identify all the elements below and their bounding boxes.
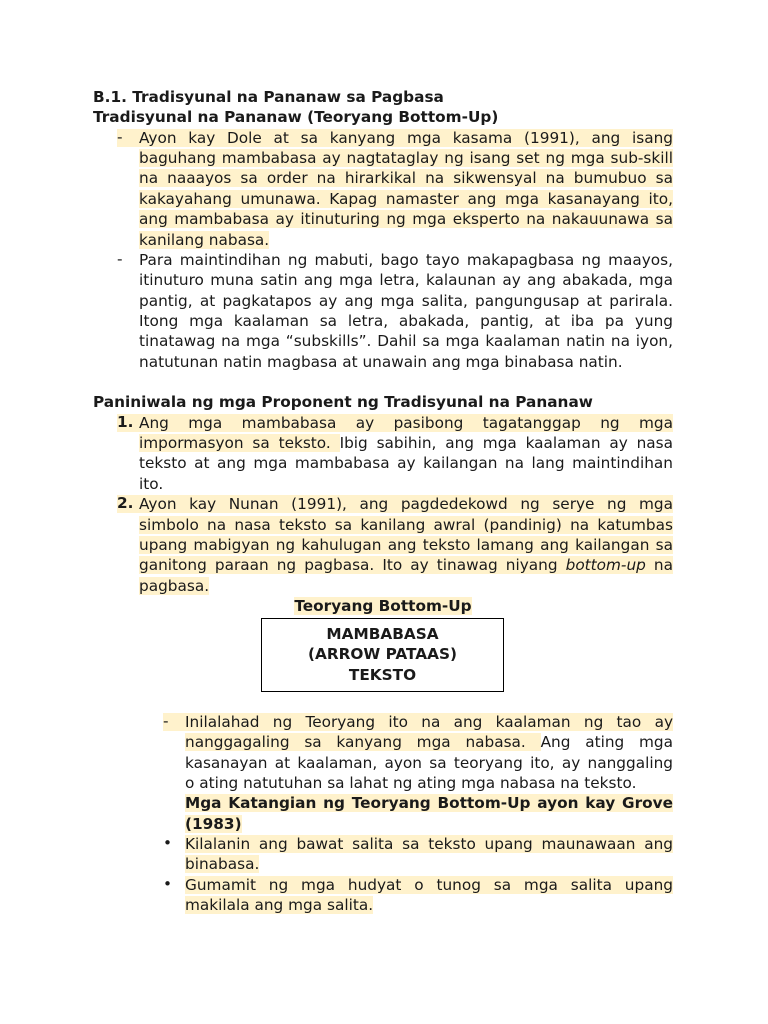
highlighted-text: nanggagaling sa kanyang mga nabasa.	[185, 733, 541, 752]
text-line	[139, 270, 673, 290]
body-text: Itong mga kaalaman sa letra, abakada, pantig, at iba pa yung	[139, 311, 673, 330]
numbered-list	[93, 413, 673, 596]
list-item	[163, 874, 673, 916]
text-line	[139, 555, 673, 575]
text-line	[185, 773, 673, 793]
highlighted-text: ganitong paraan ng pagbasa. Ito ay tinawag niyang	[139, 556, 566, 575]
text-line	[139, 515, 673, 535]
text-line	[139, 168, 673, 188]
text-line	[139, 209, 673, 229]
highlighted-text: ang mambabasa ay itinuturing ng mga eksperto na nakauunawa sa	[139, 210, 673, 229]
dash-marker: -	[117, 129, 139, 147]
highlighted-text: na	[645, 556, 673, 575]
text-line	[185, 793, 673, 813]
text-line	[139, 494, 673, 514]
text-line	[139, 453, 673, 473]
blank-line	[93, 372, 673, 392]
list-item	[163, 712, 673, 793]
text-line	[139, 148, 673, 168]
dash-list	[93, 128, 673, 372]
list-number: 1.	[117, 414, 139, 432]
body-text: tinatawag na mga “subskills”. Dahil sa mga kaalaman natin na iyon,	[139, 332, 673, 351]
highlighted-text: kakayahang umunawa. Kapag namaster ang mga kasanayang ito,	[139, 189, 673, 208]
list-item	[117, 250, 673, 372]
text-line	[185, 814, 673, 834]
text-line	[139, 576, 673, 596]
bullet-marker: •	[163, 834, 173, 853]
text-line	[139, 352, 673, 372]
list-item	[117, 413, 673, 494]
diagram-title	[93, 596, 673, 616]
body-text: Ang ating mga	[540, 733, 673, 752]
body-text: teksto at ang mga mambabasa ay kailangan na lang maintindihan	[139, 454, 673, 473]
dash-marker: -	[117, 250, 123, 269]
highlighted-text: makilala ang mga salita.	[185, 896, 374, 915]
highlighted-text: Kilalanin ang bawat salita sa teksto upang maunawaan ang	[185, 835, 673, 853]
highlighted-text: kanilang nabasa.	[139, 230, 270, 249]
highlighted-text: na naaayos sa order na hirarkikal na sikwensyal na bumubuo sa	[139, 169, 673, 188]
highlighted-text: Ayon kay Dole at sa kanyang mga kasama (1991), ang isang	[139, 128, 673, 147]
highlighted-text: Ang mga mambabasa ay pasibong tagatanggap ng mga	[139, 413, 673, 432]
bullet-list	[93, 834, 673, 915]
text-line	[139, 433, 673, 453]
body-text: Para maintindihan ng mabuti, bago tayo makapagbasa ng maayos,	[139, 250, 673, 269]
body-text: itinuturo muna satin ang mga letra, kalaunan ay ang abakada, mga	[139, 271, 673, 290]
list-item	[117, 127, 673, 250]
text-line	[139, 331, 673, 351]
text-line	[185, 854, 673, 874]
text-line	[139, 230, 673, 250]
highlighted-text: binabasa.	[185, 855, 260, 874]
diagram-box-top-label: MAMBABASA	[326, 624, 439, 643]
body-text: pantig, at pagkatapos ay ang mga salita, pangungusap at parirala.	[139, 291, 673, 310]
highlighted-text: Inilalahad ng Teoryang ito na ang kaalaman ng tao ay	[185, 712, 673, 731]
body-text: natutunan natin magbasa at unawain ang mga binabasa natin.	[139, 352, 623, 371]
beliefs-heading: Paniniwala ng mga Proponent ng Tradisyunal na Pananaw	[93, 393, 593, 412]
body-text: ito.	[139, 474, 164, 493]
document-body	[93, 87, 673, 915]
text-line	[139, 535, 673, 555]
text-line	[185, 753, 673, 773]
text-line	[139, 250, 673, 270]
body-text: o ating natutuhan sa lahat ng ating mga nabasa na teksto.	[185, 773, 637, 792]
highlighted-text: Mga Katangian ng Teoryang Bottom-Up ayon kay Grove	[185, 794, 673, 813]
bullet-marker: •	[163, 874, 173, 893]
list-item	[163, 834, 673, 875]
diagram-box-bottom-label: TEKSTO	[348, 665, 417, 684]
diagram-title-text: Teoryang Bottom-Up	[294, 596, 472, 615]
dash-list	[93, 712, 673, 793]
text-line	[139, 291, 673, 311]
text-line	[185, 875, 673, 895]
highlighted-text: upang mabigyan ng kahulugan ang teksto lamang ang kailangan sa	[139, 535, 673, 554]
diagram-box	[261, 618, 504, 692]
highlighted-text: Ayon kay Nunan (1991), ang pagdedekowd ng serye ng mga	[139, 495, 673, 514]
diagram-box-arrow-label: (ARROW PATAAS)	[308, 645, 457, 664]
text-line	[185, 732, 673, 752]
body-text: Ibig sabihin, ang mga kaalaman ay nasa	[339, 434, 673, 453]
highlighted-text: impormasyon sa teksto.	[139, 434, 340, 453]
highlighted-text: (1983)	[185, 814, 242, 833]
dash-marker: -	[163, 713, 185, 731]
text-line	[139, 413, 673, 433]
highlighted-text: simbolo na nasa teksto sa kanilang awral (pandinig) na katumbas	[139, 515, 673, 534]
list-item	[117, 494, 673, 596]
text-line	[185, 895, 673, 915]
body-text: kasanayan at kaalaman, ayon sa teoryang ito, ay nanggaling	[185, 753, 673, 772]
highlighted-text: Gumamit ng mga hudyat o tunog sa mga salita upang	[185, 875, 673, 894]
section-subheading: Tradisyunal na Pananaw (Teoryang Bottom-Up)	[93, 108, 499, 127]
text-line	[139, 311, 673, 331]
section-heading: B.1. Tradisyunal na Pananaw sa Pagbasa	[93, 88, 444, 106]
highlighted-text: baguhang mambabasa ay nagtataglay ng isang set ng mga sub-skill	[139, 149, 673, 168]
text-line	[139, 189, 673, 209]
text-line	[185, 834, 673, 854]
characteristics-heading	[93, 793, 673, 834]
list-number: 2.	[117, 495, 139, 513]
highlighted-text: pagbasa.	[139, 576, 210, 595]
text-line	[139, 128, 673, 148]
text-line	[139, 474, 673, 494]
highlighted-text: bottom-up	[565, 556, 646, 575]
text-line	[185, 712, 673, 732]
